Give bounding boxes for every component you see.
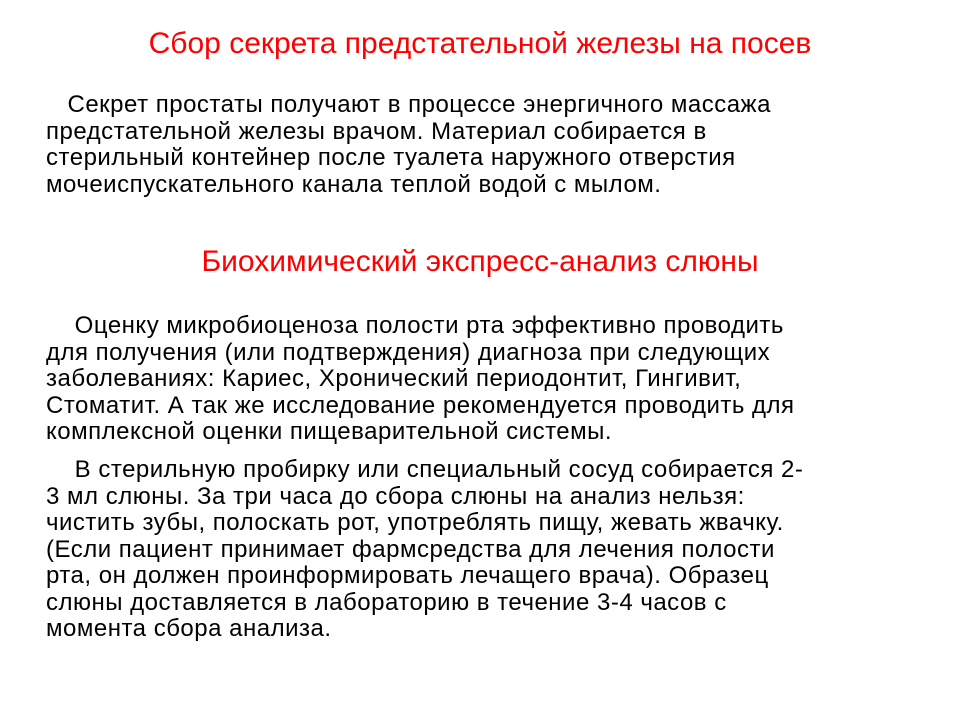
text-line: мочеиспускательного канала теплой водой с мылом. (46, 170, 662, 198)
text-line: для получения (или подтверждения) диагноза при следующих (46, 338, 771, 366)
paragraph-sample-collection (46, 457, 936, 643)
text-line: 3 мл слюны. За три часа до сбора слюны на анализ нельзя: (46, 482, 745, 510)
text-line: момента сбора анализа. (46, 615, 332, 642)
text-line: заболеваниях: Кариес, Хронический периодонтит, Гингивит, (46, 365, 742, 392)
text-line: Секрет простаты получают в процессе энергичного массажа (46, 91, 771, 118)
text-line: чистить зубы, полоскать рот, употреблять пищу, жевать жвачку. (46, 509, 784, 536)
heading-saliva-analysis: Биохимический экспресс-анализ слюны (201, 245, 759, 278)
text-line: рта, он должен проинформировать лечащего врача). Образец (46, 562, 769, 589)
paragraph-prostate-secretion (46, 92, 936, 198)
text-line: В стерильную пробирку или специальный сосуд собирается 2- (46, 456, 804, 483)
text-line: стерильный контейнер после туалета наружного отверстия (46, 144, 736, 171)
text-line: Стоматит. А так же исследование рекомендуется проводить для (46, 391, 795, 419)
heading-prostate-secretion: Сбор секрета предстательной железы на посев (148, 27, 812, 60)
text-line: Оценку микробиоценоза полости рта эффективно проводить (46, 312, 784, 339)
text-line: предстательной железы врачом. Материал собирается в (46, 117, 707, 145)
text-line: комплексной оценки пищеварительной системы. (46, 418, 613, 445)
paragraph-microbiocenosis (46, 313, 936, 446)
text-line: (Если пациент принимает фармсредства для лечения полости (46, 535, 775, 563)
text-line: слюны доставляется в лабораторию в течение 3-4 часов с (46, 588, 727, 616)
